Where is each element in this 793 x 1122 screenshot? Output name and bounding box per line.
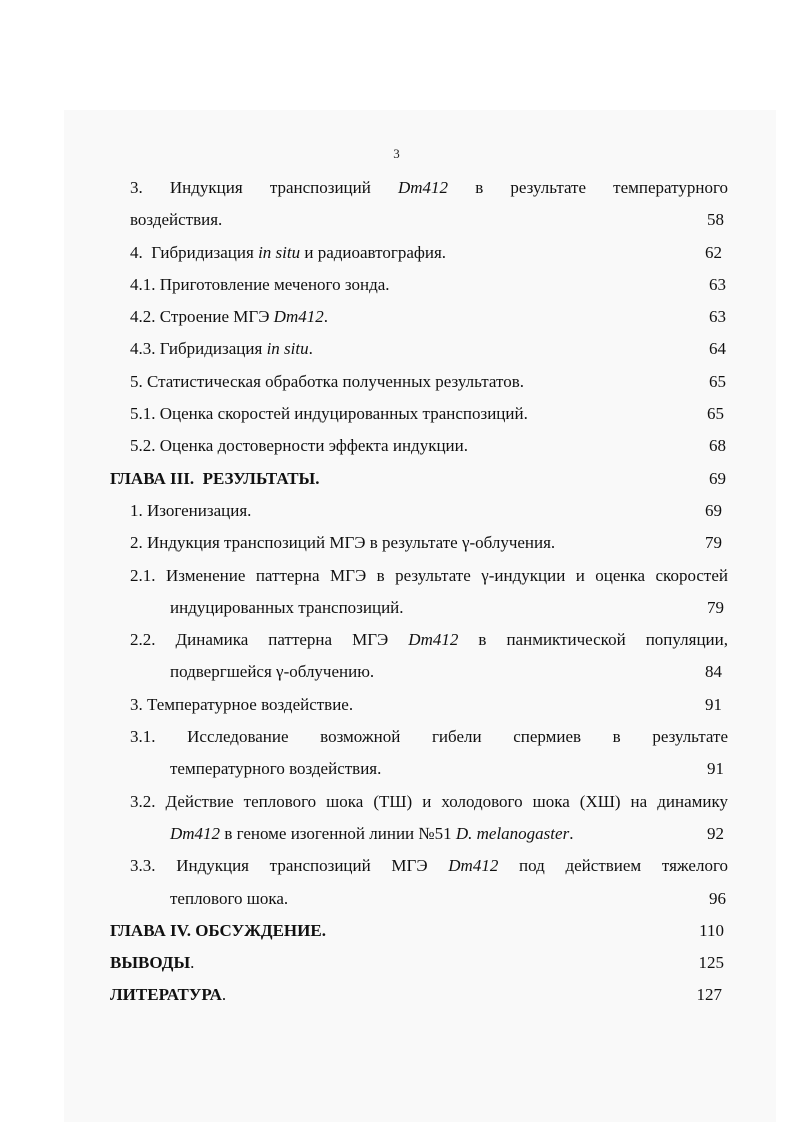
toc-literature bbox=[110, 979, 728, 1011]
entry-text: 3. Температурное воздействие. bbox=[130, 694, 354, 714]
page-ref: 127 bbox=[696, 985, 722, 1005]
page-ref: 84 bbox=[705, 662, 722, 682]
toc-entry-2-2 bbox=[110, 624, 728, 689]
toc-entry-3-temperature-induction bbox=[110, 172, 728, 237]
toc-entry-line bbox=[130, 366, 728, 398]
toc-entry-1-isogenization bbox=[110, 495, 728, 527]
entry-text: 4.2. Строение МГЭ bbox=[130, 307, 274, 327]
chapter-title: ЛИТЕРАТУРА bbox=[110, 985, 222, 1005]
page-ref: 64 bbox=[709, 339, 726, 359]
entry-text: 5.2. Оценка достоверности эффекта индукции. bbox=[130, 436, 468, 456]
page-ref: 68 bbox=[709, 436, 726, 456]
entry-text: воздействия. bbox=[130, 210, 223, 230]
entry-italic-text: in situ bbox=[266, 339, 309, 359]
entry-text: 2.2. Динамика паттерна МГЭ bbox=[130, 630, 409, 650]
page-ref: 79 bbox=[705, 533, 722, 553]
page-ref: 91 bbox=[705, 694, 722, 714]
page-ref: 79 bbox=[707, 597, 724, 617]
page-ref: 62 bbox=[705, 242, 722, 262]
entry-text: температурного воздействия. bbox=[170, 759, 382, 779]
page-ref: 96 bbox=[709, 888, 726, 908]
toc-entry-line bbox=[130, 850, 728, 882]
toc-entry-3-temperature bbox=[110, 689, 728, 721]
toc-entry-4-hybridization bbox=[110, 237, 728, 269]
entry-text: индуцированных транспозиций. bbox=[170, 597, 404, 617]
entry-text: 3.1. Исследование возможной гибели спермиев в результате bbox=[130, 727, 728, 747]
toc-entry-4-1 bbox=[110, 269, 728, 301]
toc-entry-5-1 bbox=[110, 398, 728, 430]
entry-text: 3. Индукция транспозиций bbox=[130, 178, 398, 197]
entry-text: 4.1. Приготовление меченого зонда. bbox=[130, 274, 390, 294]
toc-entry-line bbox=[110, 915, 728, 947]
toc-entry-line bbox=[130, 333, 728, 365]
toc-entry-line bbox=[110, 979, 728, 1011]
entry-text: . bbox=[221, 985, 227, 1005]
page-ref: 58 bbox=[707, 210, 724, 230]
toc-entry-line bbox=[130, 172, 728, 204]
toc-entry-line bbox=[130, 495, 728, 527]
toc-entry-line bbox=[130, 624, 728, 656]
toc-entry-line bbox=[130, 753, 728, 785]
toc-chapter-3-results bbox=[110, 463, 728, 495]
toc-entry-line bbox=[130, 689, 728, 721]
entry-italic-text: Dm412 bbox=[448, 856, 499, 876]
entry-italic-text: Dm412 bbox=[273, 307, 324, 327]
entry-italic-text: Dm412 bbox=[170, 823, 221, 843]
toc-entry-line bbox=[130, 560, 728, 592]
entry-text: 1. Изогенизация. bbox=[130, 500, 252, 520]
toc-entry-4-2 bbox=[110, 301, 728, 333]
entry-text: 4.3. Гибридизация bbox=[130, 339, 267, 359]
page-ref: 69 bbox=[705, 500, 722, 520]
toc-entry-2-1 bbox=[110, 560, 728, 625]
chapter-title: ВЫВОДЫ bbox=[110, 953, 191, 973]
chapter-title: ГЛАВА IV. ОБСУЖДЕНИЕ. bbox=[110, 920, 326, 940]
page-ref: 65 bbox=[709, 371, 726, 391]
page-ref: 63 bbox=[709, 307, 726, 327]
toc-entry-4-3 bbox=[110, 333, 728, 365]
entry-text: 5. Статистическая обработка полученных результатов. bbox=[130, 371, 524, 391]
toc-entry-line bbox=[130, 204, 728, 236]
entry-italic-text: Dm412 bbox=[408, 630, 459, 650]
entry-text: . bbox=[569, 823, 574, 843]
toc-entry-2-gamma bbox=[110, 527, 728, 559]
entry-text: подвергшейся γ-облучению. bbox=[170, 662, 375, 682]
toc-chapter-4-discussion bbox=[110, 915, 728, 947]
toc-entry-line bbox=[130, 656, 728, 688]
entry-text: . bbox=[308, 339, 313, 359]
toc-entry-line bbox=[110, 947, 728, 979]
entry-text: 2.1. Изменение паттерна МГЭ в результате γ-индукции и оценка скоростей bbox=[130, 565, 728, 585]
entry-italic-text: D. melanogaster bbox=[455, 823, 570, 843]
toc-entry-line bbox=[130, 269, 728, 301]
entry-italic-text: Dm412 bbox=[398, 178, 449, 197]
entry-italic-text: in situ bbox=[258, 242, 301, 262]
entry-text: в результате температурного bbox=[448, 178, 729, 197]
toc-entry-line bbox=[130, 721, 728, 753]
entry-text: . bbox=[190, 953, 195, 973]
toc-entry-line bbox=[130, 592, 728, 624]
toc-entry-3-2 bbox=[110, 786, 728, 851]
toc-entry-3-1 bbox=[110, 721, 728, 786]
entry-text: 5.1. Оценка скоростей индуцированных транспозиций. bbox=[130, 404, 528, 424]
entry-text: в панмиктической популяции, bbox=[458, 630, 728, 650]
entry-text: 3.2. Действие теплового шока (ТШ) и холодового шока (ХШ) на динамику bbox=[130, 791, 728, 811]
entry-text: . bbox=[323, 307, 328, 327]
entry-text: в геноме изогенной линии №51 bbox=[220, 823, 456, 843]
toc-entry-line bbox=[130, 883, 728, 915]
entry-text: теплового шока. bbox=[170, 888, 289, 908]
toc-entry-line bbox=[130, 527, 728, 559]
page-ref: 91 bbox=[707, 759, 724, 779]
toc-entry-5 bbox=[110, 366, 728, 398]
toc-entry-line bbox=[130, 430, 728, 462]
toc-entry-line bbox=[130, 237, 728, 269]
toc-conclusions bbox=[110, 947, 728, 979]
toc-entry-line bbox=[130, 786, 728, 818]
toc-entry-line bbox=[130, 398, 728, 430]
entry-text: 3.3. Индукция транспозиций МГЭ bbox=[130, 856, 449, 876]
toc-entry-3-3 bbox=[110, 850, 728, 915]
toc-entry-line bbox=[110, 463, 728, 495]
entry-text: и радиоавтография. bbox=[300, 242, 447, 262]
page-ref: 125 bbox=[698, 953, 724, 973]
entry-text: 4. Гибридизация bbox=[130, 242, 259, 262]
page-ref: 69 bbox=[709, 468, 726, 488]
page-ref: 92 bbox=[707, 823, 724, 843]
toc-entry-line bbox=[130, 818, 728, 850]
page-ref: 110 bbox=[699, 920, 724, 940]
entry-text: под действием тяжелого bbox=[498, 856, 729, 876]
entry-text: 2. Индукция транспозиций МГЭ в результате γ-облучения. bbox=[130, 533, 556, 553]
page-ref: 65 bbox=[707, 404, 724, 424]
table-of-contents bbox=[110, 172, 728, 1012]
chapter-title: ГЛАВА III. РЕЗУЛЬТАТЫ. bbox=[110, 468, 320, 488]
toc-entry-line bbox=[130, 301, 728, 333]
toc-entry-5-2 bbox=[110, 430, 728, 462]
page-ref: 63 bbox=[709, 274, 726, 294]
page-number: 3 bbox=[393, 146, 400, 161]
